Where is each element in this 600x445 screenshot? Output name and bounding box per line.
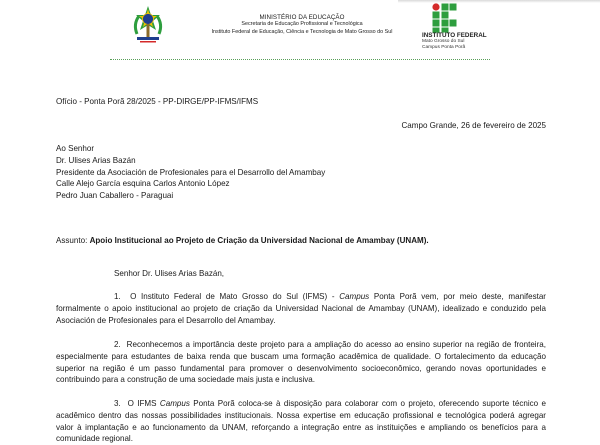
ministry-name: MINISTÉRIO DA EDUCAÇÃO	[259, 14, 345, 21]
paragraph-1-text-b: Ponta Porã vem, por meio deste, manifestar formalmente o apoio institucional ao projeto de criação da Universidad Nacional de Amambay (UNAM), idealizado e conduzido pela Asociación de Profesionales para el Desarrollo del Amambay.	[56, 292, 546, 325]
paragraph-3-text-a: O IFMS	[127, 399, 160, 408]
paragraph-3-number: 3.	[114, 399, 121, 408]
greeting: Senhor Dr. Ulises Arias Bazán,	[114, 269, 225, 278]
paragraph-1-number: 1.	[114, 292, 121, 301]
institute-name: Instituto Federal de Educação, Ciência e Tecnologia de Mato Grosso do Sul	[211, 28, 393, 35]
place-date: Campo Grande, 26 de fevereiro de 2025	[401, 121, 546, 130]
recipient-city: Pedro Juan Caballero - Paraguai	[56, 191, 174, 201]
paragraph-1-text-a: O Instituto Federal de Mato Grosso do Sul (IFMS) -	[130, 292, 340, 301]
secretariat-name: Secretaria de Educação Profissional e Tecnológica	[241, 21, 363, 28]
paragraph-2-number: 2.	[114, 340, 121, 349]
subject-text: Apoio Institucional ao Projeto de Criação da Universidad Nacional de Amambay (UNAM).	[89, 236, 429, 245]
paragraph-3-text-b: Ponta Porã coloca-se à disposição para colaborar com o projeto, oferecendo suporte técnico e acadêmico dentro das nossas possibilidades institucionais. Nossa expertise em educação profissional e tecnológica poderá agregar valor à implantação e ao funcionamento da UNAM, reforçando a integração entre as instituições e ampliando os benefícios para a comunidade regional.	[56, 399, 546, 444]
paragraph-3-campus: Campus	[159, 399, 190, 408]
instituto-federal-name	[422, 33, 502, 51]
recipient-role: Presidente da Asociación de Profesionales para el Desarrollo del Amambay	[56, 167, 326, 177]
header-divider	[110, 59, 490, 60]
logo-title: INSTITUTO FEDERAL	[422, 32, 487, 39]
brazil-coat-of-arms-icon	[131, 4, 165, 48]
recipient-block	[56, 143, 546, 202]
paragraph-1	[56, 291, 546, 326]
logo-campus: Campus Ponta Porã	[422, 45, 466, 50]
instituto-federal-logo-icon	[432, 3, 462, 33]
logo-state: Mato Grosso do Sul	[422, 39, 465, 44]
recipient-salutation: Ao Senhor	[56, 144, 95, 153]
paragraph-1-campus: Campus	[339, 292, 370, 301]
letterhead	[0, 0, 600, 60]
subject-label: Assunto:	[56, 236, 88, 245]
recipient-street: Calle Alejo García esquina Carlos Antonio López	[56, 179, 230, 189]
recipient-name: Dr. Ulises Arias Bazán	[56, 155, 136, 165]
paragraph-2-text: Reconhecemos a importância deste projeto para a ampliação do acesso ao ensino superior na região de fronteira, especialmente para estudantes de baixa renda que buscam uma formação acadêmica de qualidade. O fortalecimento da educação superior na região é um passo fundamental para promover o desenvolvimento socioeconômico, gerando novas oportunidades e contribuindo para a construção de uma sociedade mais justa e inclusiva.	[56, 340, 546, 385]
paragraph-3	[56, 398, 546, 445]
paragraph-2	[56, 339, 546, 386]
subject-line	[56, 235, 546, 247]
document-reference: Ofício - Ponta Porã 28/2025 - PP-DIRGE/PP-IFMS/IFMS	[56, 97, 259, 106]
letterhead-text	[196, 14, 408, 36]
